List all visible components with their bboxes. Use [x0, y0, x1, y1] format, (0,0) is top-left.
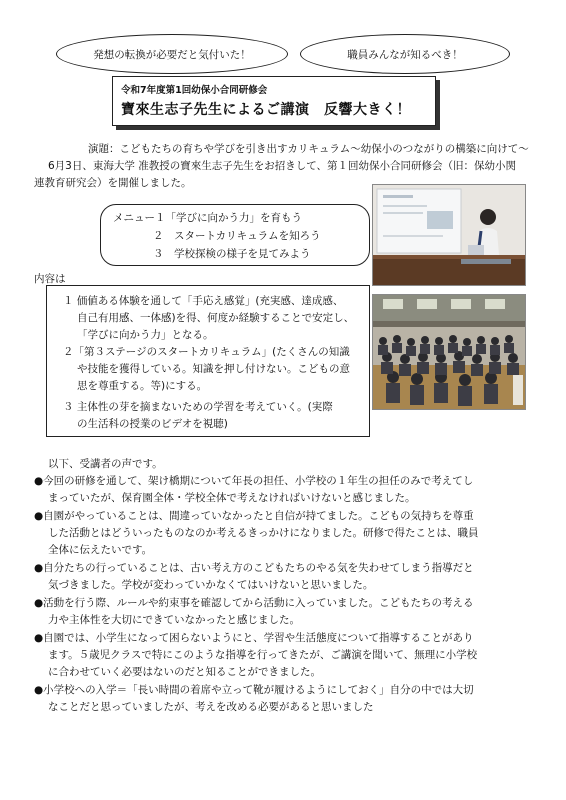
voice-6-line-1: ●小学校への入学＝「長い時間の着席や立って靴が履けるようにしておく」自分の中では大切 — [34, 684, 474, 696]
audience-photo — [372, 294, 526, 410]
voice-1-line-2: まっていたが、保育園全体・学校全体で考えなければいけないと感じました。 — [48, 492, 416, 504]
voice-5-line-2: ます。５歳児クラスで特にこのような指導を行ってきたが、ご講演を聞いて、無理に小学校 — [48, 649, 478, 661]
voice-4-line-1: ●活動を行う際、ルールや約束事を確認してから活動に入っていました。こどもたちの考える — [34, 597, 474, 609]
intro-line-2: 連教育研究会）を開催しました。 — [34, 177, 192, 189]
lecture-photo-image — [373, 185, 525, 285]
menu-box — [100, 204, 370, 266]
voice-4-line-2: 力や主体性を大切にできていなかったと感じました。 — [48, 614, 300, 626]
contents-item-3-line-2: の生活科の授業のビデオを視聴) — [77, 418, 228, 430]
voice-2-line-2: した活動とはどういったものなのか考えるきっかけになりました。研修で得たことは、職員 — [48, 527, 479, 539]
voice-1-line-1: ●今回の研修を通して、架け橋期について年長の担任、小学校の１年生の担任のみで考えてし — [34, 475, 474, 487]
speech-bubble-right — [300, 34, 510, 74]
speech-bubble-left — [56, 34, 288, 74]
lecture-theme: 演題：こどもたちの育ちや学びを引き出すカリキュラム〜幼保小のつながりの構築に向けて〜 — [88, 143, 529, 155]
menu-item-3: ３ 学校探検の様子を見てみよう — [153, 248, 311, 260]
voice-5-line-1: ●自園では、小学生になって困らないようにと、学習や生活態度について指導することがあり — [34, 632, 474, 644]
contents-item-1-line-3: 「学びに向かう力」となる。 — [77, 329, 214, 341]
banner-title: 寶來生志子先生によるご講演 反響大きく！ — [121, 102, 411, 118]
headline-banner — [112, 76, 436, 126]
voice-3-line-1: ●自分たちの行っていることは、古い考え方のこどもたちのやる気を失わせてしまう指導だと — [34, 562, 474, 574]
voice-5-line-3: に合わせていく必要はないのだと知ることができました。 — [48, 666, 321, 678]
voice-3-line-2: 気づきました。学校が変わっていかなくてはいけないと思いました。 — [48, 579, 374, 591]
contents-item-2-line-2: や技能を獲得している。知識を押し付けない。こどもの意 — [77, 363, 350, 375]
voice-2-line-1: ●自園がやっていることは、間違っていなかったと自信が持てました。こどもの気持ちを尊重 — [34, 510, 474, 522]
menu-item-2: ２ スタートカリキュラムを知ろう — [153, 230, 321, 242]
speech-bubble-left-text: 発想の転換が必要だと気付いた！ — [93, 48, 251, 61]
speech-bubble-right-text: 職員みんなが知るべき！ — [347, 48, 463, 61]
intro-line-1: 6月3日、東海大学 准教授の寶來生志子先生をお招きして、第１回幼保小合同研修会（旧：保幼小関 — [48, 160, 516, 172]
contents-label: 内容は — [34, 273, 66, 285]
voice-6-line-2: なことだと思っていましたが、考えを改める必要があると思いました — [48, 701, 374, 713]
voices-intro: 以下、受講者の声です。 — [48, 458, 163, 470]
audience-photo-image — [373, 295, 525, 409]
contents-item-3-line-1: ３ 主体性の芽を摘まないための学習を考えていく。(実際 — [63, 401, 333, 413]
lecture-photo — [372, 184, 526, 286]
contents-item-1-line-2: 自己有用感、一体感)を得、何度か経験することで安定し、 — [77, 312, 355, 324]
contents-item-1-line-1: １ 価値ある体験を通して「手応え感覚」(充実感、達成感、 — [63, 295, 344, 307]
menu-item-1: メニュー１「学びに向かう力」を育もう — [113, 212, 302, 224]
banner-subtitle: 令和7年度第1回幼保小合同研修会 — [121, 85, 268, 96]
contents-item-2-line-1: ２「第３ステージのスタートカリキュラム」(たくさんの知識 — [63, 346, 350, 358]
contents-item-2-line-3: 思を尊重する。等)にする。 — [77, 380, 208, 392]
contents-box — [46, 285, 370, 437]
voice-2-line-3: 全体に伝えたいです。 — [48, 544, 153, 556]
